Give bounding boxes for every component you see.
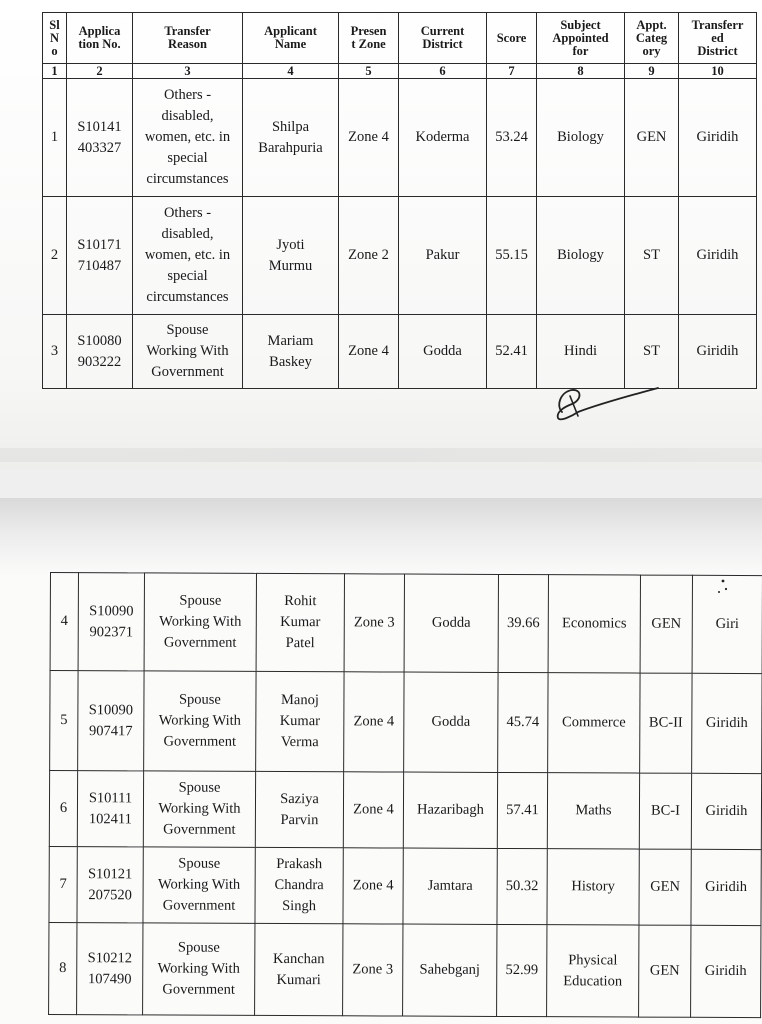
cell-current-district: Godda bbox=[404, 574, 498, 672]
header-text: Current District bbox=[420, 24, 465, 51]
cell-sl-no: 6 bbox=[49, 771, 77, 847]
cell-transferred-district: Giridih bbox=[691, 773, 761, 849]
cell-category: ST bbox=[625, 197, 679, 315]
cell-current-district: Godda bbox=[404, 672, 498, 772]
column-number-row bbox=[43, 64, 757, 79]
cell-sl-no: 5 bbox=[50, 671, 78, 771]
cell-application-no: S10141 403327 bbox=[67, 79, 133, 197]
document-page-2 bbox=[0, 498, 762, 1024]
cell-present-zone: Zone 2 bbox=[339, 197, 399, 315]
cell-application-no: S10090 907417 bbox=[78, 671, 144, 771]
cell-applicant-name: Jyoti Murmu bbox=[243, 197, 339, 315]
cell-current-district: Jamtara bbox=[403, 848, 497, 924]
column-number: 8 bbox=[537, 64, 625, 79]
cell-subject: Commerce bbox=[548, 673, 640, 773]
table-row bbox=[43, 79, 757, 197]
cell-applicant-name: Mariam Baskey bbox=[243, 315, 339, 389]
cell-applicant-name: Saziya Parvin bbox=[255, 771, 343, 847]
cell-present-zone: Zone 3 bbox=[343, 924, 403, 1016]
cell-transferred-district: Giridih bbox=[679, 79, 757, 197]
cell-score: 53.24 bbox=[487, 79, 537, 197]
column-number: 4 bbox=[243, 64, 339, 79]
header-text: Applicant Name bbox=[264, 24, 317, 51]
cell-score: 57.41 bbox=[497, 772, 547, 848]
table-row bbox=[50, 573, 762, 674]
cell-application-no: S10111 102411 bbox=[77, 771, 143, 847]
cell-subject: Biology bbox=[537, 79, 625, 197]
cell-category: BC-II bbox=[640, 673, 692, 773]
header-text: Transfer Reason bbox=[164, 24, 211, 51]
cell-application-no: S10121 207520 bbox=[77, 847, 143, 923]
cell-current-district: Godda bbox=[399, 315, 487, 389]
cell-current-district: Hazaribagh bbox=[403, 772, 497, 848]
cell-present-zone: Zone 4 bbox=[344, 672, 404, 772]
cell-transfer-reason: Spouse Working With Government bbox=[144, 573, 256, 671]
header-text: Appt. Categ ory bbox=[635, 17, 668, 58]
header-text: Sl N o bbox=[49, 17, 60, 58]
cell-application-no: S10171 710487 bbox=[67, 197, 133, 315]
cell-application-no: S10212 107490 bbox=[77, 923, 143, 1015]
table-row bbox=[49, 846, 761, 925]
cell-transfer-reason: Spouse Working With Government bbox=[144, 671, 256, 771]
cell-transferred-district: Giridih bbox=[679, 315, 757, 389]
scan-smudge bbox=[0, 448, 762, 462]
cell-sl-no: 3 bbox=[43, 315, 67, 389]
page-gap bbox=[0, 470, 762, 498]
table-row bbox=[43, 315, 757, 389]
header-text: Applica tion No. bbox=[78, 24, 121, 51]
cell-application-no: S10090 902371 bbox=[78, 573, 144, 671]
column-number: 9 bbox=[625, 64, 679, 79]
cell-category: BC-I bbox=[639, 773, 691, 849]
cell-transfer-reason: Spouse Working With Government bbox=[143, 847, 255, 923]
cell-score: 50.32 bbox=[497, 848, 547, 924]
table-row bbox=[50, 671, 762, 774]
cell-present-zone: Zone 4 bbox=[339, 315, 399, 389]
header-sl-no bbox=[43, 13, 67, 64]
cell-category: GEN bbox=[625, 79, 679, 197]
column-number: 5 bbox=[339, 64, 399, 79]
cell-subject: Physical Education bbox=[547, 925, 639, 1017]
document-page-1 bbox=[0, 0, 762, 470]
cell-current-district: Pakur bbox=[399, 197, 487, 315]
header-text: Score bbox=[496, 30, 527, 45]
header-category bbox=[625, 13, 679, 64]
header-text: Subject Appointed for bbox=[552, 17, 609, 58]
column-number: 1 bbox=[43, 64, 67, 79]
table-row bbox=[49, 771, 761, 850]
column-number: 3 bbox=[133, 64, 243, 79]
cell-present-zone: Zone 4 bbox=[343, 848, 403, 924]
cell-current-district: Sahebganj bbox=[403, 924, 497, 1016]
cell-subject: History bbox=[547, 849, 639, 925]
cell-subject: Hindi bbox=[537, 315, 625, 389]
cell-sl-no: 7 bbox=[49, 846, 77, 922]
scan-shadow bbox=[0, 498, 762, 576]
transfer-table-page-2 bbox=[48, 572, 762, 1018]
cell-subject: Economics bbox=[548, 575, 640, 673]
transfer-table-page-1 bbox=[42, 12, 757, 389]
header-application-no bbox=[67, 13, 133, 64]
header-row bbox=[43, 13, 757, 64]
header-text: Transferr ed District bbox=[691, 17, 744, 58]
header-score bbox=[487, 13, 537, 64]
cell-transferred-district: Giridih bbox=[679, 197, 757, 315]
cell-score: 45.74 bbox=[498, 672, 548, 772]
cell-score: 52.99 bbox=[497, 924, 547, 1016]
cell-category: GEN bbox=[640, 575, 692, 673]
cell-transfer-reason: Spouse Working With Government bbox=[143, 923, 255, 1015]
cell-transfer-reason: Spouse Working With Government bbox=[143, 771, 255, 847]
cell-category: GEN bbox=[639, 925, 691, 1017]
header-subject bbox=[537, 13, 625, 64]
header-text: Presen t Zone bbox=[350, 24, 387, 51]
cell-transferred-district: Giri bbox=[692, 575, 762, 673]
column-number: 6 bbox=[399, 64, 487, 79]
header-transfer-reason bbox=[133, 13, 243, 64]
signature-mark bbox=[548, 382, 668, 424]
cell-transferred-district: Giridih bbox=[691, 925, 761, 1017]
cell-sl-no: 8 bbox=[49, 922, 77, 1014]
cell-applicant-name: Kanchan Kumari bbox=[255, 923, 343, 1015]
cell-transfer-reason: Spouse Working With Government bbox=[133, 315, 243, 389]
cell-applicant-name: Prakash Chandra Singh bbox=[255, 847, 343, 923]
header-transferred-district bbox=[679, 13, 757, 64]
cell-transferred-district: Giridih bbox=[691, 849, 761, 925]
cell-subject: Maths bbox=[547, 773, 639, 849]
column-number: 10 bbox=[679, 64, 757, 79]
cell-category: ST bbox=[625, 315, 679, 389]
cell-sl-no: 2 bbox=[43, 197, 67, 315]
cell-present-zone: Zone 4 bbox=[339, 79, 399, 197]
cell-applicant-name: Manoj Kumar Verma bbox=[256, 671, 344, 771]
cell-present-zone: Zone 3 bbox=[344, 574, 404, 672]
cell-applicant-name: Shilpa Barahpuria bbox=[243, 79, 339, 197]
cell-score: 52.41 bbox=[487, 315, 537, 389]
column-number: 7 bbox=[487, 64, 537, 79]
table-row bbox=[49, 922, 761, 1017]
table-row bbox=[43, 197, 757, 315]
column-number: 2 bbox=[67, 64, 133, 79]
cell-subject: Biology bbox=[537, 197, 625, 315]
header-present-zone bbox=[339, 13, 399, 64]
cell-score: 39.66 bbox=[498, 574, 548, 672]
cell-transfer-reason: Others - disabled, women, etc. in special circumstances bbox=[133, 79, 243, 197]
cell-sl-no: 1 bbox=[43, 79, 67, 197]
header-applicant-name bbox=[243, 13, 339, 64]
cell-transferred-district: Giridih bbox=[692, 673, 762, 773]
header-current-district bbox=[399, 13, 487, 64]
cell-category: GEN bbox=[639, 849, 691, 925]
cell-transfer-reason: Others - disabled, women, etc. in special circumstances bbox=[133, 197, 243, 315]
cell-score: 55.15 bbox=[487, 197, 537, 315]
cell-current-district: Koderma bbox=[399, 79, 487, 197]
cell-sl-no: 4 bbox=[50, 573, 78, 671]
cell-applicant-name: Rohit Kumar Patel bbox=[256, 573, 344, 671]
cell-application-no: S10080 903222 bbox=[67, 315, 133, 389]
cell-present-zone: Zone 4 bbox=[343, 772, 403, 848]
